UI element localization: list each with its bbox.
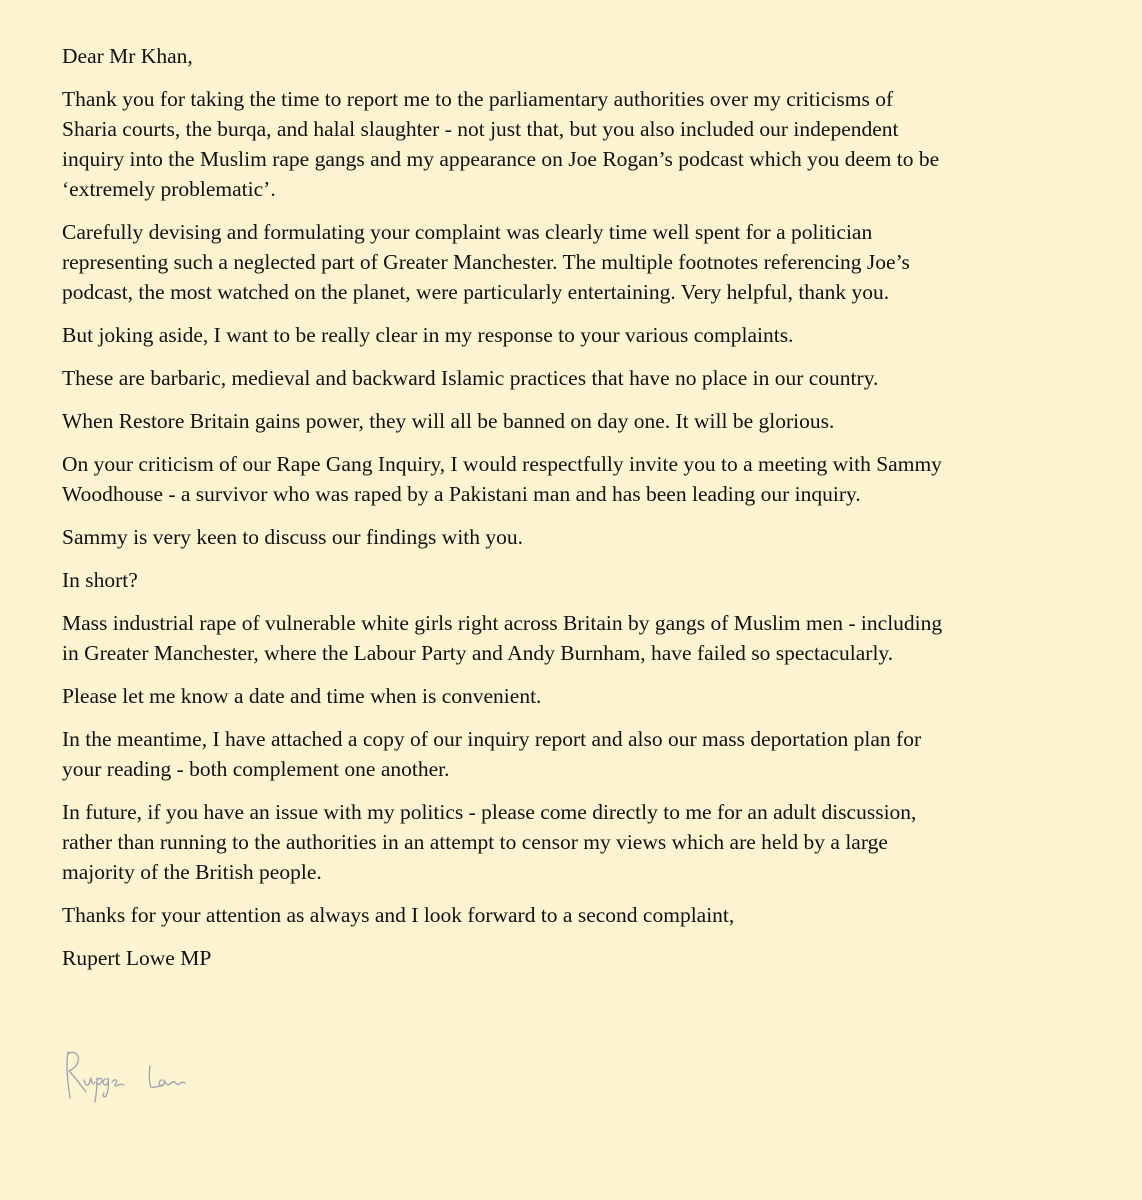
text-line: podcast, the most watched on the planet, were particularly entertaining. Very helpful, thank you. xyxy=(62,280,890,304)
text-line: On your criticism of our Rape Gang Inquiry, I would respectfully invite you to a meeting with Sammy xyxy=(62,452,942,476)
text-line: majority of the British people. xyxy=(62,860,322,884)
closing-line: Thanks for your attention as always and I look forward to a second complaint, xyxy=(62,903,735,927)
text-line: Woodhouse - a survivor who was raped by a Pakistani man and has been leading our inquiry. xyxy=(62,482,861,506)
text-line: In the meantime, I have attached a copy of our inquiry report and also our mass deportation plan for xyxy=(62,727,922,751)
paragraph-restore-britain: When Restore Britain gains power, they will all be banned on day one. It will be glorious. xyxy=(62,409,835,433)
paragraph-in-short: In short? xyxy=(62,568,138,592)
text-line: Carefully devising and formulating your complaint was clearly time well spent for a politician xyxy=(62,220,873,244)
paragraph-attachments xyxy=(62,724,1122,784)
text-line: Sharia courts, the burqa, and halal slaughter - not just that, but you also included our independent xyxy=(62,117,899,141)
paragraph-complaint-devising xyxy=(62,217,1122,307)
text-line: In future, if you have an issue with my politics - please come directly to me for an adult discussion, xyxy=(62,800,917,824)
paragraph-joking-aside: But joking aside, I want to be really clear in my response to your various complaints. xyxy=(62,323,794,347)
paragraph-sammy-keen: Sammy is very keen to discuss our findings with you. xyxy=(62,525,524,549)
paragraph-inquiry-invite xyxy=(62,449,1122,509)
paragraph-summary xyxy=(62,608,1122,668)
sign-off-name: Rupert Lowe MP xyxy=(62,946,212,970)
handwritten-signature-icon xyxy=(58,1040,198,1112)
text-line: Mass industrial rape of vulnerable white girls right across Britain by gangs of Muslim men - including xyxy=(62,611,943,635)
paragraph-future-issues xyxy=(62,797,1122,887)
paragraph-practices: These are barbaric, medieval and backward Islamic practices that have no place in our country. xyxy=(62,366,879,390)
text-line: in Greater Manchester, where the Labour Party and Andy Burnham, have failed so spectacularly. xyxy=(62,641,894,665)
text-line: inquiry into the Muslim rape gangs and my appearance on Joe Rogan’s podcast which you deem to be xyxy=(62,147,940,171)
text-line: your reading - both complement one another. xyxy=(62,757,450,781)
letter-body xyxy=(62,41,1122,986)
paragraph-date-request: Please let me know a date and time when is convenient. xyxy=(62,684,542,708)
text-line: ‘extremely problematic’. xyxy=(62,177,276,201)
text-line: Thank you for taking the time to report me to the parliamentary authorities over my criticisms of xyxy=(62,87,894,111)
salutation: Dear Mr Khan, xyxy=(62,44,193,68)
text-line: representing such a neglected part of Greater Manchester. The multiple footnotes referencing Joe’s xyxy=(62,250,910,274)
text-line: rather than running to the authorities in an attempt to censor my views which are held by a large xyxy=(62,830,888,854)
paragraph-report-thanks xyxy=(62,84,1122,204)
